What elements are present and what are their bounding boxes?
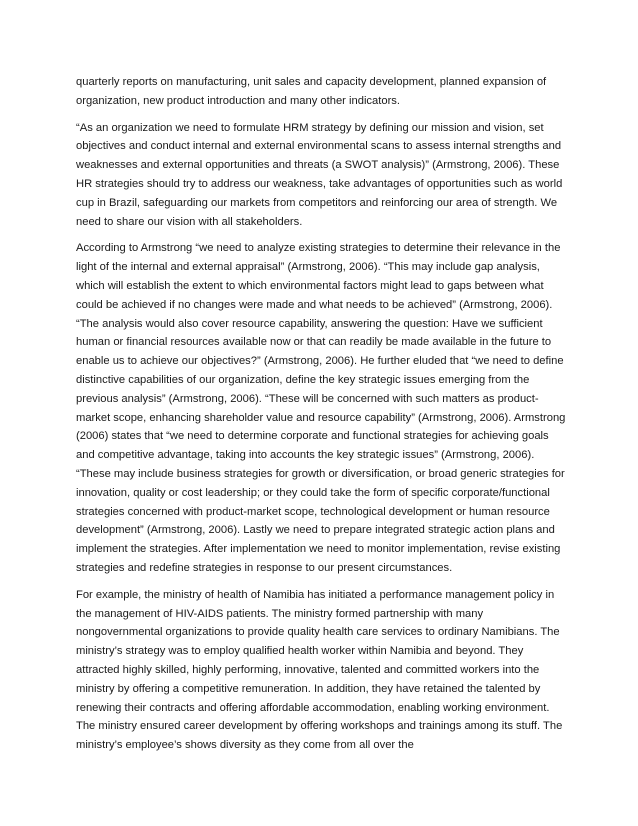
paragraph-hrm-strategy-quote: “As an organization we need to formulate HRM strategy by defining our mission and vision, set objectives and conduct internal and external environmental scans to assess internal strengths and weaknesses and external opportunities and threats (a SWOT analysis)” (Armstrong, 2006). These HR strategies should try to address our weakness, take advantages of opportunities such as world cup in Brazil, safeguarding our markets from competitors and reinforcing our area of strength. We need to share our vision with all stakeholders.	[76, 121, 563, 228]
paragraph-namibia-example: For example, the ministry of health of Namibia has initiated a performance management policy in the management of HIV-AIDS patients. The ministry formed partnership with many nongovernmental organizations to provide quality health care services to ordinary Namibians. The ministry’s strategy was to employ qualified health worker within Namibia and beyond. They attracted highly skilled, highly performing, innovative, talented and committed workers into the ministry by offering a competitive remuneration. In addition, they have retained the talented by renewing their contracts and offering affordable accommodation, enabling working environment. The ministry ensured career development by offering workshops and trainings among its stuff. The ministry’s employee’s shows diversity as they come from all over the	[76, 588, 563, 752]
paragraph-armstrong-analysis: According to Armstrong “we need to analyze existing strategies to determine their relevance in the light of the internal and external appraisal” (Armstrong, 2006). “This may include gap analysis, which will establish the extent to which environmental factors might lead to gaps between what could be achieved if no changes were made and what needs to be achieved” (Armstrong, 2006). “The analysis would also cover resource capability, answering the question: Have we sufficient human or financial resources available now or that can readily be made available in the future to enable us to achieve our objectives?” (Armstrong, 2006). He further eluded that “we need to define distinctive capabilities of our organization, define the key strategic issues emerging from the previous analysis” (Armstrong, 2006). “These will be concerned with such matters as product-market scope, enhancing shareholder value and resource capability” (Armstrong, 2006). Armstrong (2006) states that “we need to determine corporate and functional strategies for achieving goals and competitive advantage, taking into accounts the key strategic issues” (Armstrong, 2006). “These may include business strategies for growth or diversification, or broad generic strategies for innovation, quality or cost leadership; or they could take the form of specific corporate/functional strategies concerned with product-market scope, technological development or human resource development” (Armstrong, 2006). Lastly we need to prepare integrated strategic action plans and implement the strategies. After implementation we need to monitor implementation, revise existing strategies and redefine strategies in response to our present circumstances.	[76, 242, 566, 574]
document-body	[76, 73, 566, 763]
paragraph-continuation: quarterly reports on manufacturing, unit sales and capacity development, planned expansion of organization, new product introduction and many other indicators.	[76, 76, 547, 107]
